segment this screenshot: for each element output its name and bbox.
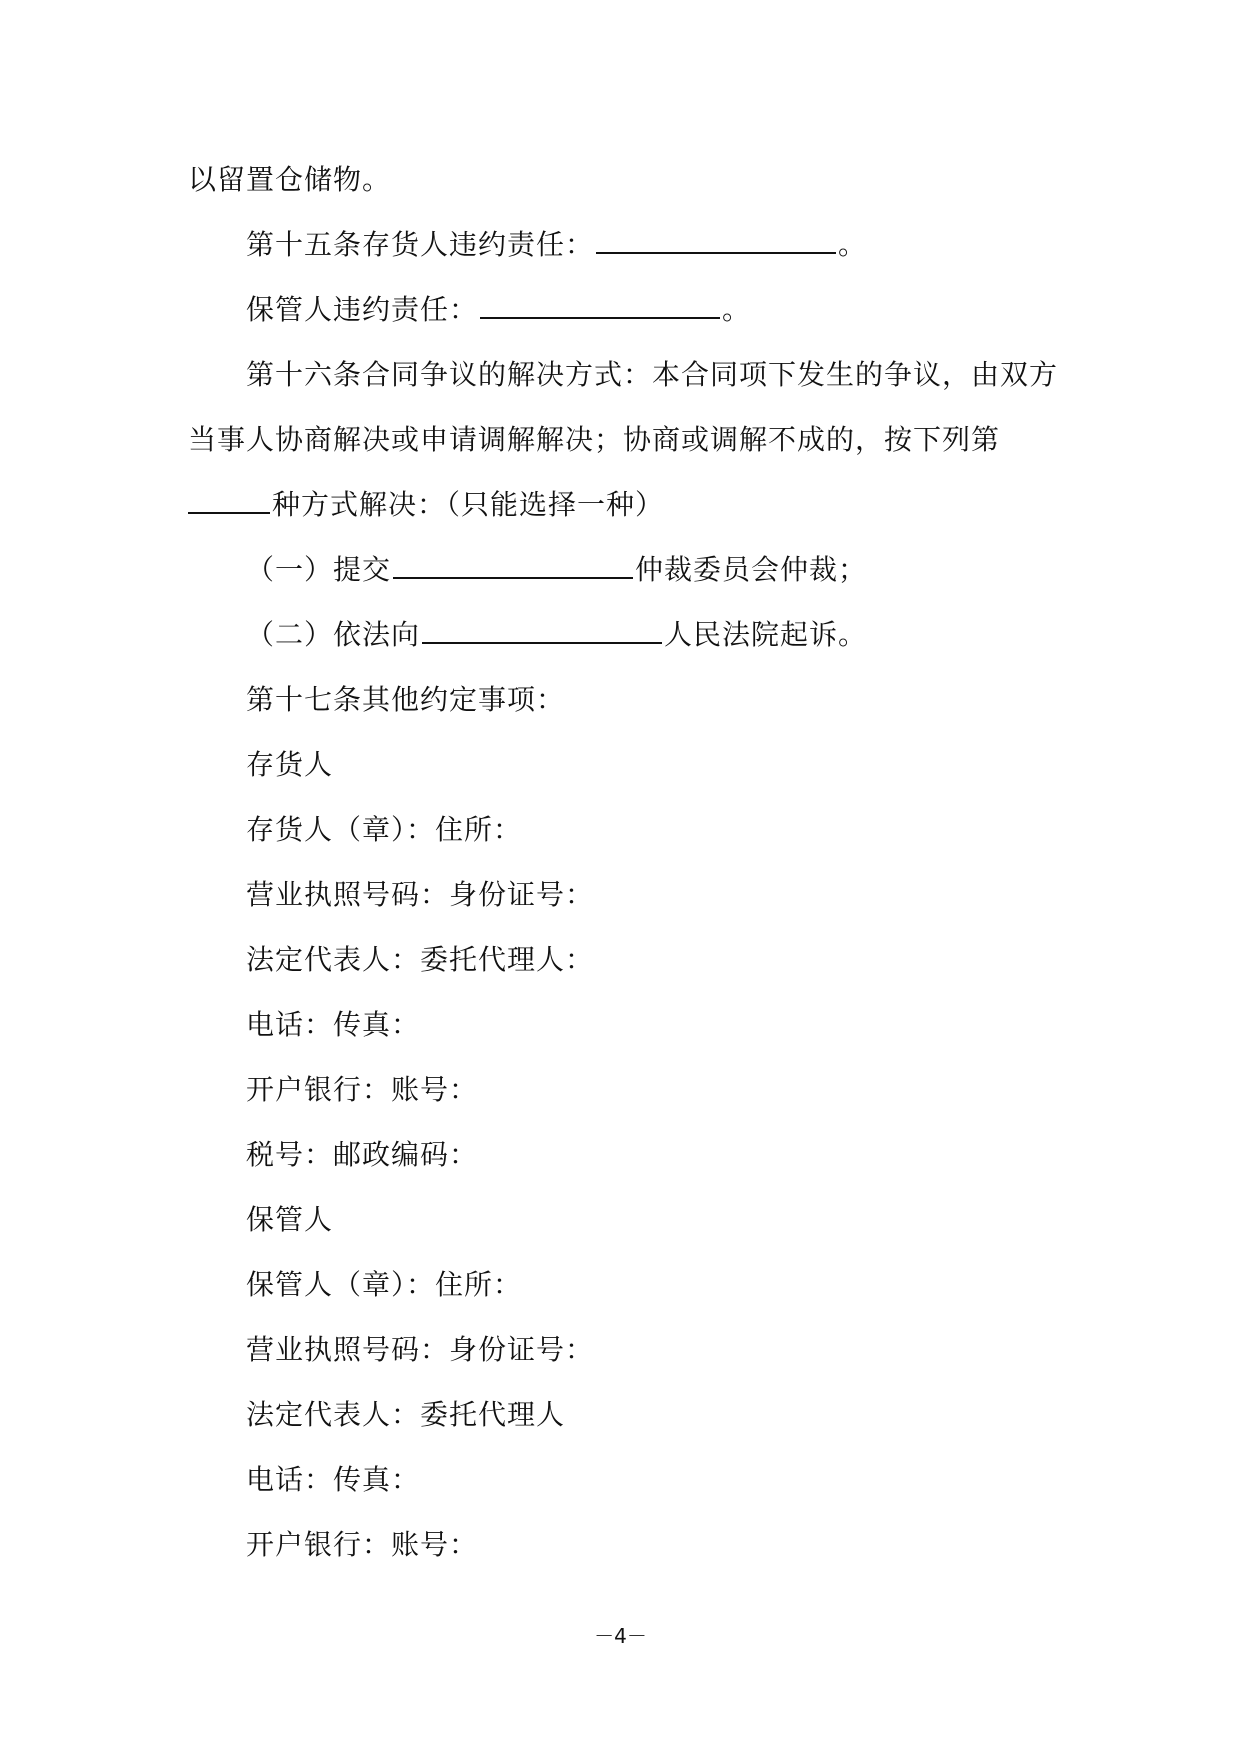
- text-line: 电话：传真：: [246, 1008, 421, 1041]
- page-number: －4－: [594, 1624, 647, 1648]
- custodian-representative: [246, 1395, 565, 1435]
- text-line: 当事人协商解决或申请调解解决；协商或调解不成的，按下列第: [188, 423, 1001, 456]
- text-line: 第十六条合同争议的解决方式：本合同项下发生的争议，由双方: [246, 358, 1059, 391]
- text-line: 开户银行：账号：: [246, 1073, 479, 1106]
- text-line: 种方式解决：（只能选择一种）: [272, 488, 665, 521]
- text-line: 保管人违约责任：: [246, 293, 479, 326]
- text-line: 营业执照号码：身份证号：: [246, 1333, 595, 1366]
- text-line: 开户银行：账号：: [246, 1528, 479, 1561]
- depositor-seal-address: [246, 810, 522, 850]
- fill-in-blank[interactable]: [188, 486, 270, 514]
- text-line: 第十五条存货人违约责任：: [246, 228, 595, 261]
- fill-in-blank[interactable]: [422, 616, 662, 644]
- text-line: 第十七条其他约定事项：: [246, 683, 566, 716]
- text-line: （二）依法向: [246, 618, 421, 651]
- text-line: 营业执照号码：身份证号：: [246, 878, 595, 911]
- text-line: 法定代表人：委托代理人：: [246, 943, 595, 976]
- text-line: 法定代表人：委托代理人: [246, 1398, 566, 1431]
- depositor-tax-postcode: [246, 1135, 478, 1175]
- text-line: （一）提交: [246, 553, 392, 586]
- option-arbitration: [246, 550, 867, 590]
- custodian-seal-address: [246, 1265, 522, 1305]
- article-17: [246, 680, 565, 720]
- text-line: 。: [838, 228, 868, 261]
- text-line: 保管人: [246, 1203, 334, 1236]
- text-line: 电话：传真：: [246, 1463, 421, 1496]
- fill-in-blank[interactable]: [393, 551, 633, 579]
- text-line: 仲裁委员会仲裁；: [635, 553, 868, 586]
- custodian-heading: [246, 1200, 333, 1240]
- depositor-phone-fax: [246, 1005, 420, 1045]
- article-16-line-2: [188, 420, 1000, 460]
- text-line: 税号：邮政编码：: [246, 1138, 479, 1171]
- custodian-license-id: [246, 1330, 594, 1370]
- custodian-phone-fax: [246, 1460, 420, 1500]
- depositor-bank-account: [246, 1070, 478, 1110]
- custodian-liability: [246, 290, 751, 330]
- text-line: 保管人（章）：住所：: [246, 1268, 523, 1301]
- fill-in-blank[interactable]: [596, 226, 836, 254]
- text-line: 人民法院起诉。: [664, 618, 868, 651]
- article-15-depositor-liability: [246, 225, 867, 265]
- article-16-line-1: [246, 355, 1058, 395]
- depositor-representative: [246, 940, 594, 980]
- text-line: 存货人（章）：住所：: [246, 813, 523, 846]
- option-litigation: [246, 615, 867, 655]
- paragraph-continuation: [188, 160, 391, 200]
- fill-in-blank[interactable]: [480, 291, 720, 319]
- custodian-bank-account: [246, 1525, 478, 1565]
- depositor-heading: [246, 745, 333, 785]
- article-16-line-3: [188, 485, 664, 525]
- text-line: 存货人: [246, 748, 334, 781]
- text-line: 以留置仓储物。: [188, 163, 392, 196]
- depositor-license-id: [246, 875, 594, 915]
- text-line: 。: [722, 293, 752, 326]
